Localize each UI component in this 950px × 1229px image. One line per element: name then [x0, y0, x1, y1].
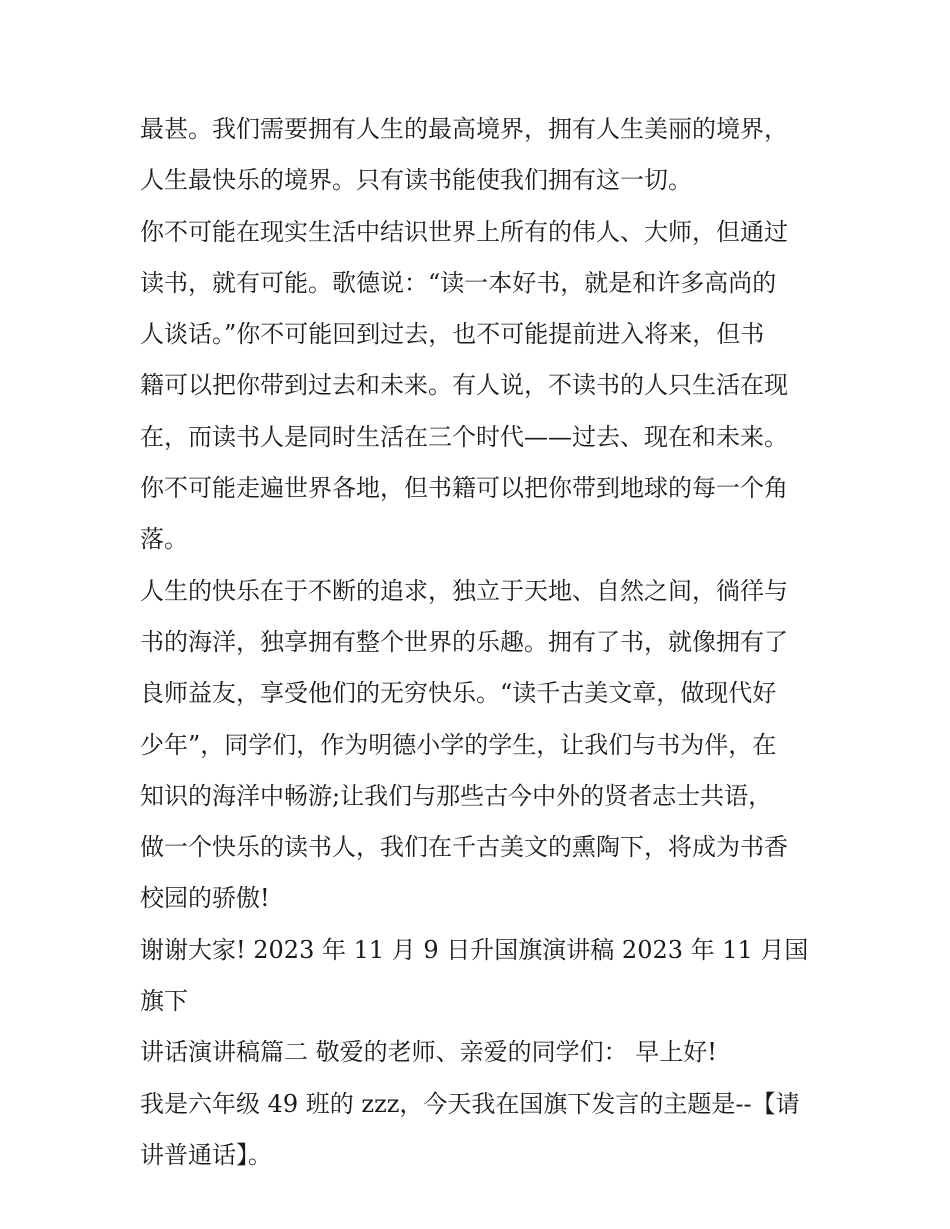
- paragraph-5: 我是六年级 49 班的 zzz，今天我在国旗下发言的主题是--【请 讲普通话】。: [140, 1089, 800, 1169]
- paragraph-3: 人生的快乐在于不断的追求，独立于天地、自然之间，徜徉与 书的海洋，独享拥有整个世界的乐趣。拥有了书，就像拥有了 良师益友，享受他们的无穷快乐。“读千古美文章，做现代好 少年”，同学们，作为明德小学的学生，让我们与书为伴，在 知识的海洋中畅游;让我们与那些古今中外的贤者志士共语， 做一个快乐的读书人，我们在千古美文的熏陶下，将成为书香 校园的骄傲!: [140, 576, 788, 913]
- paragraph-2: 你不可能在现实生活中结识世界上所有的伟人、大师，但通过 读书，就有可能。歌德说：“读一本好书，就是和许多高尚的 人谈话。”你不可能回到过去，也不可能提前进入将来，但书 籍可以把你带到过去和未来。有人说，不读书的人只生活在现 在，而读书人是同时生活在三个时代——过去、现在和未来。 你不可能走遍世界各地，但书籍可以把你带到地球的每一个角 落。: [140, 217, 788, 554]
- paragraph-1: 最甚。我们需要拥有人生的最高境界，拥有人生美丽的境界， 人生最快乐的境界。只有读书能使我们拥有这一切。: [140, 115, 788, 195]
- paragraph-4: 谢谢大家! 2023 年 11 月 9 日升国旗演讲稿 2023 年 11 月国旗下 讲话演讲稿篇二 敬爱的老师、亲爱的同学们： 早上好!: [140, 935, 809, 1067]
- document-body: [140, 104, 820, 1181]
